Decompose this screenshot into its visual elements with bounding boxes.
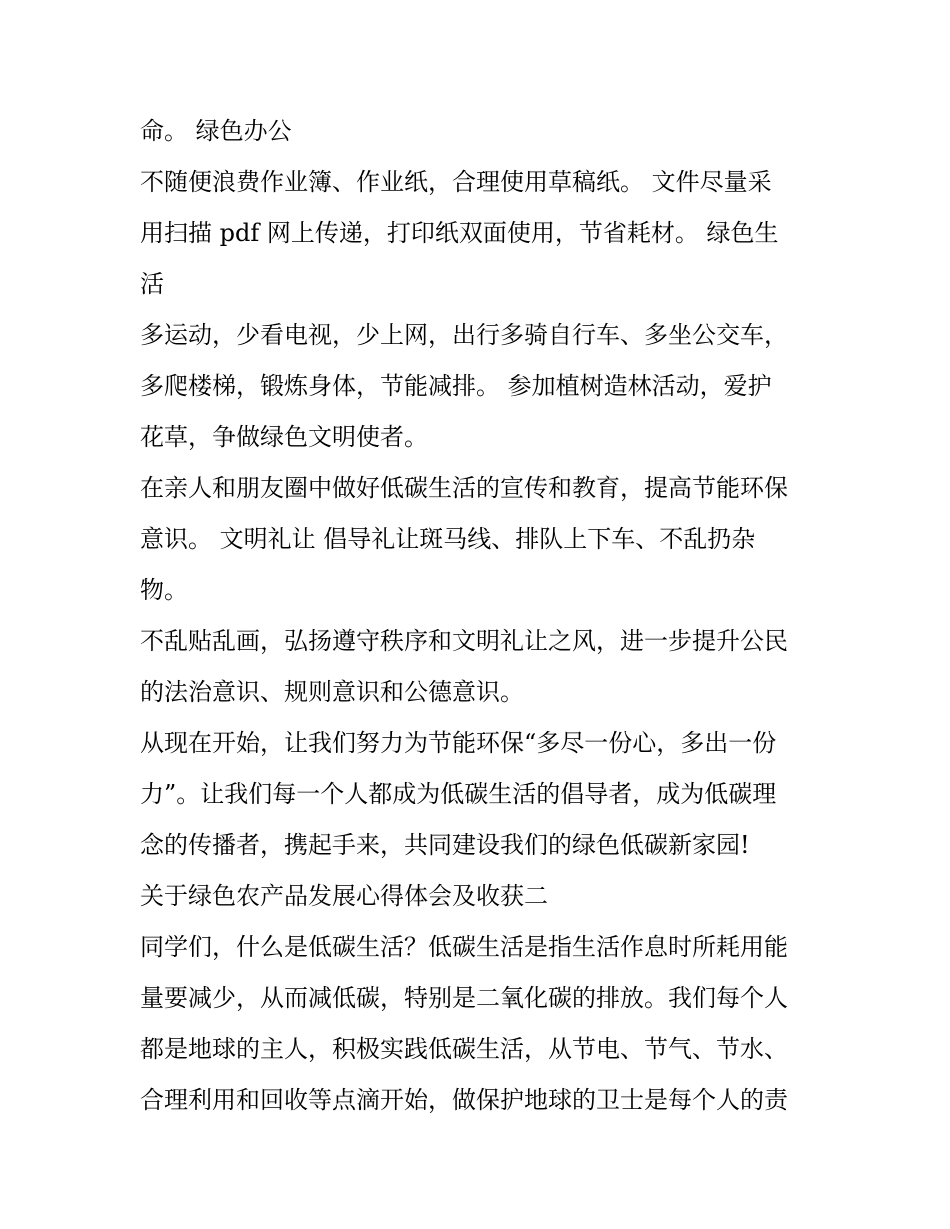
text-line: 的法治意识、规则意识和公德意识。	[140, 678, 524, 706]
text-line: 活	[140, 270, 164, 298]
text-line: 念的传播者，携起手来，共同建设我们的绿色低碳新家园!	[140, 831, 750, 859]
text-line: 不随便浪费作业簿、作业纸，合理使用草稿纸。 文件尽量采	[140, 168, 772, 196]
text-line: 多爬楼梯，锻炼身体，节能减排。 参加植树造林活动，爱护	[140, 372, 772, 400]
text-line: 合理利用和回收等点滴开始，做保护地球的卫士是每个人的责	[140, 1086, 788, 1114]
text-line: 量要减少，从而减低碳，特别是二氧化碳的排放。我们每个人	[140, 984, 788, 1012]
text-line: 意识。 文明礼让 倡导礼让斑马线、排队上下车、不乱扔杂	[140, 525, 756, 553]
text-line: 物。	[140, 576, 188, 604]
section-heading: 关于绿色农产品发展心得体会及收获二	[140, 882, 548, 910]
text-line: 花草，争做绿色文明使者。	[140, 423, 428, 451]
text-line: 不乱贴乱画，弘扬遵守秩序和文明礼让之风，进一步提升公民	[140, 627, 788, 655]
text-line: 命。 绿色办公	[140, 117, 292, 145]
text-line: 同学们，什么是低碳生活？低碳生活是指生活作息时所耗用能	[140, 933, 788, 961]
text-line: 用扫描 pdf 网上传递，打印纸双面使用，节省耗材。 绿色生	[140, 219, 779, 247]
text-line: 力”。让我们每一个人都成为低碳生活的倡导者，成为低碳理	[140, 780, 777, 808]
document-body	[140, 106, 820, 1126]
text-line: 多运动，少看电视，少上网，出行多骑自行车、多坐公交车，	[140, 321, 788, 349]
text-line: 都是地球的主人，积极实践低碳生活，从节电、节气、节水、	[140, 1035, 788, 1063]
text-line: 从现在开始，让我们努力为节能环保“多尽一份心，多出一份	[140, 729, 777, 757]
text-line: 在亲人和朋友圈中做好低碳生活的宣传和教育，提高节能环保	[140, 474, 788, 502]
